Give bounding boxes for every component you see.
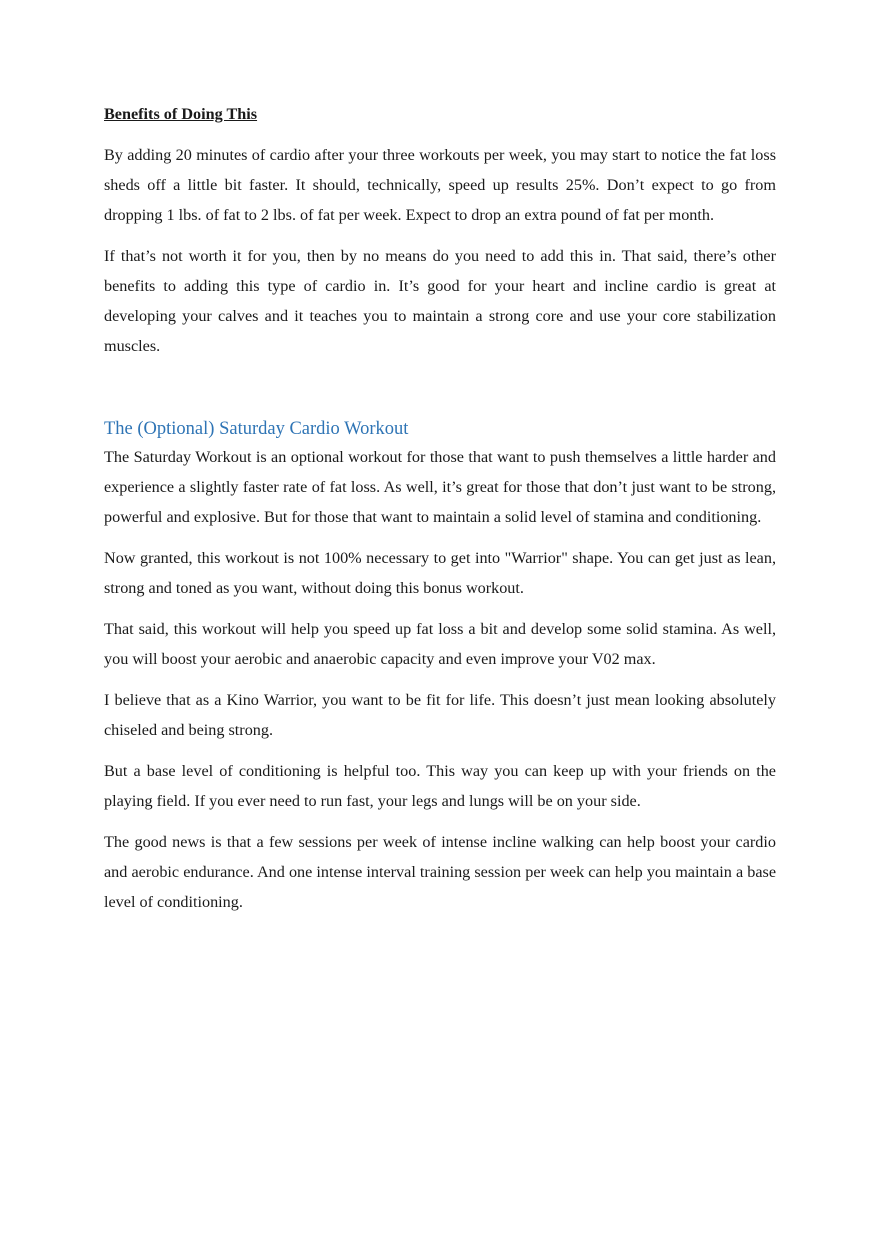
paragraph: But a base level of conditioning is helpful too. This way you can keep up with your friends on the playing field. If you ever need to run fast, your legs and lungs will be on your side. xyxy=(104,762,776,810)
section-heading-benefits: Benefits of Doing This xyxy=(104,105,258,123)
paragraph: Now granted, this workout is not 100% necessary to get into "Warrior" shape. You can get just as lean, strong and toned as you want, without doing this bonus workout. xyxy=(104,549,776,597)
paragraph: By adding 20 minutes of cardio after your three workouts per week, you may start to notice the fat loss sheds off a little bit faster. It should, technically, speed up results 25%. Don’t expect to go from dropping 1 lbs. of fat to 2 lbs. of fat per week. Expect to drop an extra pound of fat per month. xyxy=(104,146,776,224)
document-page xyxy=(104,100,776,928)
paragraph: If that’s not worth it for you, then by no means do you need to add this in. That said, there’s other benefits to adding this type of cardio in. It’s good for your heart and incline cardio is great at developing your calves and it teaches you to maintain a strong core and use your core stabilization muscles. xyxy=(104,247,776,355)
paragraph: The Saturday Workout is an optional workout for those that want to push themselves a little harder and experience a slightly faster rate of fat loss. As well, it’s great for those that don’t just want to be strong, powerful and explosive. But for those that want to maintain a solid level of stamina and conditioning. xyxy=(104,448,776,526)
section-heading-saturday-workout: The (Optional) Saturday Cardio Workout xyxy=(104,419,409,439)
paragraph: That said, this workout will help you speed up fat loss a bit and develop some solid stamina. As well, you will boost your aerobic and anaerobic capacity and even improve your V02 max. xyxy=(104,620,776,668)
paragraph: The good news is that a few sessions per week of intense incline walking can help boost your cardio and aerobic endurance. And one intense interval training session per week can help you maintain a base level of conditioning. xyxy=(104,833,776,911)
paragraph: I believe that as a Kino Warrior, you want to be fit for life. This doesn’t just mean looking absolutely chiseled and being strong. xyxy=(104,691,776,739)
